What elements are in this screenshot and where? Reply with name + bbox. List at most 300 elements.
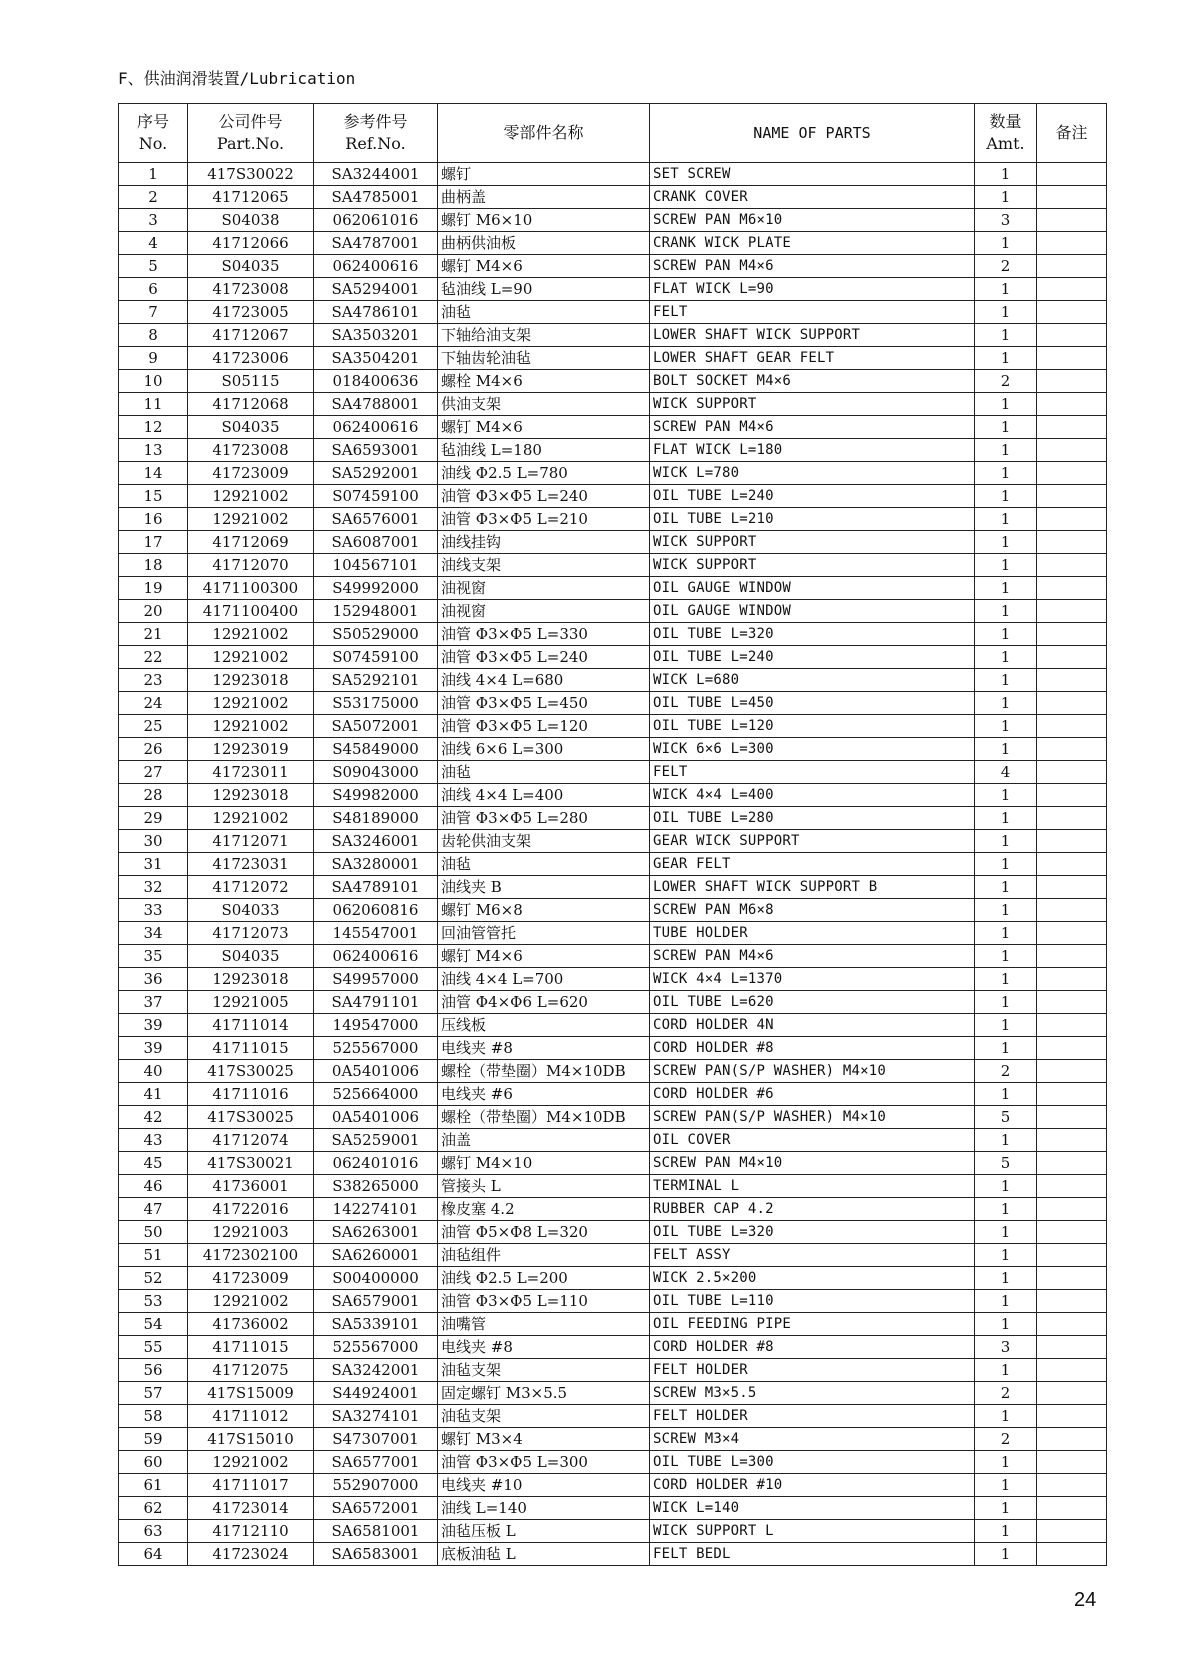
row-name-en: WICK 4×4 L=400 [650,784,975,807]
row-amt: 1 [975,531,1037,554]
row-part-no: 417S15010 [188,1428,314,1451]
row-no: 58 [119,1405,188,1428]
row-part-no: 12921002 [188,692,314,715]
row-no: 53 [119,1290,188,1313]
row-part-no: 417S30025 [188,1060,314,1083]
row-part-no: 41723009 [188,1267,314,1290]
row-name-en: FELT [650,301,975,324]
row-remark [1037,807,1107,830]
row-remark [1037,1106,1107,1129]
row-no: 17 [119,531,188,554]
row-name-en: OIL TUBE L=320 [650,1221,975,1244]
row-part-no: 12921002 [188,715,314,738]
row-name-en: WICK SUPPORT L [650,1520,975,1543]
row-name-cn: 油管 Φ3×Φ5 L=240 [438,485,650,508]
table-row [119,876,1107,899]
row-name-cn: 曲柄盖 [438,186,650,209]
row-remark [1037,945,1107,968]
row-part-no: 41712068 [188,393,314,416]
row-amt: 1 [975,1451,1037,1474]
row-ref-no: S50529000 [314,623,438,646]
row-name-en: FLAT WICK L=180 [650,439,975,462]
row-name-en: LOWER SHAFT WICK SUPPORT B [650,876,975,899]
row-name-en: SCREW PAN M4×6 [650,945,975,968]
row-amt: 1 [975,600,1037,623]
row-part-no: S05115 [188,370,314,393]
table-row [119,370,1107,393]
row-ref-no: SA6581001 [314,1520,438,1543]
row-amt: 1 [975,1221,1037,1244]
row-ref-no: SA4789101 [314,876,438,899]
row-ref-no: SA3503201 [314,324,438,347]
row-ref-no: 525664000 [314,1083,438,1106]
row-remark [1037,1405,1107,1428]
row-no: 36 [119,968,188,991]
row-amt: 1 [975,1405,1037,1428]
row-amt: 3 [975,1336,1037,1359]
row-remark [1037,1313,1107,1336]
row-remark [1037,416,1107,439]
row-part-no: 417S30025 [188,1106,314,1129]
table-row [119,1313,1107,1336]
row-part-no: 4172302100 [188,1244,314,1267]
row-name-en: OIL TUBE L=210 [650,508,975,531]
row-ref-no: SA4787001 [314,232,438,255]
row-name-cn: 下轴给油支架 [438,324,650,347]
row-part-no: 417S15009 [188,1382,314,1405]
row-name-en: WICK 6×6 L=300 [650,738,975,761]
row-ref-no: SA4791101 [314,991,438,1014]
header-name-cn: 零部件名称 [438,104,650,163]
row-no: 1 [119,163,188,186]
row-name-en: SCREW PAN M6×10 [650,209,975,232]
row-ref-no: SA4785001 [314,186,438,209]
row-name-en: OIL TUBE L=120 [650,715,975,738]
row-part-no: 41723031 [188,853,314,876]
row-name-en: CORD HOLDER #6 [650,1083,975,1106]
row-no: 8 [119,324,188,347]
row-amt: 1 [975,1497,1037,1520]
row-ref-no: S45849000 [314,738,438,761]
table-row [119,1244,1107,1267]
row-remark [1037,715,1107,738]
row-name-en: SCREW PAN M4×10 [650,1152,975,1175]
row-remark [1037,1083,1107,1106]
row-name-en: SCREW PAN M4×6 [650,255,975,278]
row-name-cn: 油盖 [438,1129,650,1152]
row-ref-no: SA6263001 [314,1221,438,1244]
row-name-en: LOWER SHAFT WICK SUPPORT [650,324,975,347]
header-no-en: No. [138,134,168,153]
row-no: 15 [119,485,188,508]
row-part-no: 41723011 [188,761,314,784]
table-row [119,692,1107,715]
row-part-no: 12921003 [188,1221,314,1244]
row-amt: 4 [975,761,1037,784]
row-remark [1037,301,1107,324]
row-no: 46 [119,1175,188,1198]
row-name-cn: 油视窗 [438,577,650,600]
row-amt: 1 [975,439,1037,462]
row-ref-no: 062401016 [314,1152,438,1175]
row-part-no: 41711017 [188,1474,314,1497]
row-amt: 1 [975,968,1037,991]
row-name-cn: 螺钉 M4×6 [438,416,650,439]
table-row [119,1129,1107,1152]
row-remark [1037,738,1107,761]
row-ref-no: SA3280001 [314,853,438,876]
row-name-cn: 电线夹 #10 [438,1474,650,1497]
row-name-cn: 回油管管托 [438,922,650,945]
row-part-no: 12921002 [188,1290,314,1313]
parts-table [118,103,1107,1566]
row-no: 26 [119,738,188,761]
header-name-en: NAME OF PARTS [650,104,975,163]
row-name-cn: 油管 Φ3×Φ5 L=450 [438,692,650,715]
row-ref-no: S38265000 [314,1175,438,1198]
row-part-no: 417S30021 [188,1152,314,1175]
row-no: 50 [119,1221,188,1244]
row-ref-no: SA3274101 [314,1405,438,1428]
row-part-no: S04038 [188,209,314,232]
row-remark [1037,1152,1107,1175]
row-amt: 1 [975,462,1037,485]
row-name-cn: 毡油线 L=90 [438,278,650,301]
table-row [119,738,1107,761]
row-ref-no: 0A5401006 [314,1106,438,1129]
row-name-en: OIL TUBE L=620 [650,991,975,1014]
row-amt: 1 [975,1175,1037,1198]
table-row [119,1543,1107,1566]
row-no: 47 [119,1198,188,1221]
row-amt: 1 [975,485,1037,508]
table-row [119,1382,1107,1405]
row-remark [1037,232,1107,255]
row-remark [1037,623,1107,646]
row-ref-no: 152948001 [314,600,438,623]
row-amt: 1 [975,186,1037,209]
row-remark [1037,1359,1107,1382]
table-row [119,1221,1107,1244]
row-remark [1037,508,1107,531]
row-remark [1037,991,1107,1014]
table-header-row [119,104,1107,163]
row-name-cn: 油管 Φ3×Φ5 L=210 [438,508,650,531]
row-amt: 1 [975,646,1037,669]
row-ref-no: 062400616 [314,945,438,968]
row-name-en: TERMINAL L [650,1175,975,1198]
row-remark [1037,1244,1107,1267]
row-name-en: WICK SUPPORT [650,554,975,577]
row-ref-no: 062400616 [314,416,438,439]
row-no: 64 [119,1543,188,1566]
row-part-no: 41712066 [188,232,314,255]
row-name-en: CRANK WICK PLATE [650,232,975,255]
row-no: 18 [119,554,188,577]
row-amt: 1 [975,163,1037,186]
row-name-cn: 油管 Φ3×Φ5 L=280 [438,807,650,830]
table-row [119,1060,1107,1083]
row-remark [1037,1451,1107,1474]
table-row [119,1428,1107,1451]
row-no: 39 [119,1014,188,1037]
row-part-no: 41712072 [188,876,314,899]
row-amt: 1 [975,416,1037,439]
table-row [119,462,1107,485]
row-part-no: 12921002 [188,508,314,531]
row-remark [1037,784,1107,807]
row-amt: 1 [975,945,1037,968]
row-ref-no: 525567000 [314,1336,438,1359]
table-row [119,922,1107,945]
table-row [119,853,1107,876]
row-name-cn: 电线夹 #6 [438,1083,650,1106]
row-ref-no: S00400000 [314,1267,438,1290]
row-amt: 1 [975,1543,1037,1566]
row-ref-no: SA5294001 [314,278,438,301]
row-name-en: OIL GAUGE WINDOW [650,577,975,600]
row-name-cn: 油毡 [438,853,650,876]
row-remark [1037,278,1107,301]
row-amt: 5 [975,1106,1037,1129]
row-name-cn: 油线 L=140 [438,1497,650,1520]
row-name-en: OIL TUBE L=240 [650,485,975,508]
row-name-cn: 螺钉 M4×6 [438,945,650,968]
row-name-en: OIL TUBE L=320 [650,623,975,646]
row-ref-no: SA6087001 [314,531,438,554]
row-remark [1037,1290,1107,1313]
row-amt: 2 [975,370,1037,393]
row-no: 16 [119,508,188,531]
row-no: 7 [119,301,188,324]
row-ref-no: SA4788001 [314,393,438,416]
row-part-no: 41722016 [188,1198,314,1221]
row-part-no: 41712071 [188,830,314,853]
row-name-en: FELT [650,761,975,784]
header-ref-no [314,104,438,163]
row-remark [1037,324,1107,347]
row-amt: 1 [975,1083,1037,1106]
row-ref-no: 149547000 [314,1014,438,1037]
row-ref-no: S53175000 [314,692,438,715]
row-amt: 1 [975,577,1037,600]
row-no: 30 [119,830,188,853]
row-part-no: 12923019 [188,738,314,761]
row-name-cn: 螺钉 [438,163,650,186]
row-name-cn: 油视窗 [438,600,650,623]
row-no: 24 [119,692,188,715]
row-remark [1037,1198,1107,1221]
row-part-no: 417S30022 [188,163,314,186]
row-amt: 1 [975,715,1037,738]
row-remark [1037,1014,1107,1037]
row-name-cn: 油毡组件 [438,1244,650,1267]
table-row [119,1451,1107,1474]
row-remark [1037,439,1107,462]
table-row [119,508,1107,531]
row-ref-no: 062060816 [314,899,438,922]
row-name-cn: 螺钉 M4×6 [438,255,650,278]
row-part-no: 12923018 [188,669,314,692]
row-name-en: OIL COVER [650,1129,975,1152]
row-no: 3 [119,209,188,232]
row-amt: 3 [975,209,1037,232]
row-ref-no: SA6579001 [314,1290,438,1313]
row-no: 23 [119,669,188,692]
row-part-no: 41712065 [188,186,314,209]
table-row [119,577,1107,600]
row-no: 56 [119,1359,188,1382]
row-name-cn: 油管 Φ3×Φ5 L=120 [438,715,650,738]
table-row [119,1175,1107,1198]
table-row [119,485,1107,508]
page-title: F、供油润滑装置/Lubrication [118,69,356,88]
row-part-no: 12923018 [188,968,314,991]
row-ref-no: SA3504201 [314,347,438,370]
row-remark [1037,1382,1107,1405]
row-amt: 1 [975,899,1037,922]
row-no: 37 [119,991,188,1014]
row-name-cn: 螺钉 M3×4 [438,1428,650,1451]
row-name-en: WICK 2.5×200 [650,1267,975,1290]
row-name-en: CORD HOLDER #10 [650,1474,975,1497]
row-name-cn: 油线夹 B [438,876,650,899]
row-remark [1037,1428,1107,1451]
row-remark [1037,1520,1107,1543]
row-name-cn: 供油支架 [438,393,650,416]
row-name-cn: 油管 Φ5×Φ8 L=320 [438,1221,650,1244]
row-remark [1037,577,1107,600]
row-name-en: RUBBER CAP 4.2 [650,1198,975,1221]
row-amt: 5 [975,1152,1037,1175]
table-row [119,784,1107,807]
row-name-cn: 螺栓（带垫圈）M4×10DB [438,1106,650,1129]
row-amt: 2 [975,1382,1037,1405]
row-no: 9 [119,347,188,370]
row-no: 31 [119,853,188,876]
header-part-no-cn: 公司件号 [218,112,283,131]
row-ref-no: SA5072001 [314,715,438,738]
row-part-no: 41723006 [188,347,314,370]
row-name-en: OIL TUBE L=240 [650,646,975,669]
row-part-no: S04033 [188,899,314,922]
row-part-no: 41723014 [188,1497,314,1520]
row-no: 62 [119,1497,188,1520]
table-row [119,1359,1107,1382]
row-no: 5 [119,255,188,278]
header-ref-no-en: Ref.No. [345,134,406,153]
row-remark [1037,968,1107,991]
row-name-en: WICK 4×4 L=1370 [650,968,975,991]
row-remark [1037,1060,1107,1083]
row-name-en: FELT ASSY [650,1244,975,1267]
table-row [119,761,1107,784]
row-ref-no: SA5292101 [314,669,438,692]
row-name-cn: 油管 Φ3×Φ5 L=110 [438,1290,650,1313]
row-part-no: 41723008 [188,278,314,301]
row-name-en: LOWER SHAFT GEAR FELT [650,347,975,370]
row-part-no: 41711016 [188,1083,314,1106]
row-name-cn: 橡皮塞 4.2 [438,1198,650,1221]
row-remark [1037,692,1107,715]
row-remark [1037,761,1107,784]
row-name-cn: 螺栓 M4×6 [438,370,650,393]
row-no: 19 [119,577,188,600]
row-amt: 1 [975,301,1037,324]
row-ref-no: S09043000 [314,761,438,784]
row-remark [1037,600,1107,623]
row-ref-no: 142274101 [314,1198,438,1221]
row-amt: 2 [975,255,1037,278]
row-name-en: CRANK COVER [650,186,975,209]
row-no: 39 [119,1037,188,1060]
row-part-no: 41723005 [188,301,314,324]
row-ref-no: S49992000 [314,577,438,600]
table-row [119,807,1107,830]
row-remark [1037,485,1107,508]
row-name-en: WICK L=780 [650,462,975,485]
header-part-no-en: Part.No. [216,134,285,153]
row-amt: 1 [975,1290,1037,1313]
table-row [119,1405,1107,1428]
table-row [119,163,1107,186]
row-amt: 1 [975,853,1037,876]
table-row [119,1474,1107,1497]
row-name-cn: 螺钉 M6×8 [438,899,650,922]
row-name-cn: 油线 4×4 L=400 [438,784,650,807]
row-ref-no: SA6260001 [314,1244,438,1267]
row-ref-no: S47307001 [314,1428,438,1451]
row-no: 54 [119,1313,188,1336]
row-name-en: OIL TUBE L=280 [650,807,975,830]
row-remark [1037,554,1107,577]
row-name-cn: 油毡 [438,761,650,784]
row-part-no: 41736001 [188,1175,314,1198]
row-no: 52 [119,1267,188,1290]
row-no: 51 [119,1244,188,1267]
row-no: 40 [119,1060,188,1083]
row-name-cn: 螺钉 M6×10 [438,209,650,232]
row-name-cn: 固定螺钉 M3×5.5 [438,1382,650,1405]
table-row [119,623,1107,646]
row-amt: 1 [975,1198,1037,1221]
row-name-en: SCREW PAN(S/P WASHER) M4×10 [650,1106,975,1129]
table-row [119,301,1107,324]
table-row [119,232,1107,255]
row-part-no: 41711012 [188,1405,314,1428]
row-remark [1037,1543,1107,1566]
row-no: 61 [119,1474,188,1497]
row-no: 14 [119,462,188,485]
row-remark [1037,209,1107,232]
row-ref-no: 062061016 [314,209,438,232]
row-remark [1037,186,1107,209]
row-no: 34 [119,922,188,945]
row-ref-no: SA6577001 [314,1451,438,1474]
row-part-no: 12923018 [188,784,314,807]
row-amt: 1 [975,1313,1037,1336]
row-name-en: WICK SUPPORT [650,531,975,554]
table-row [119,830,1107,853]
table-row [119,600,1107,623]
row-part-no: 12921005 [188,991,314,1014]
row-name-cn: 油线 4×4 L=680 [438,669,650,692]
table-row [119,531,1107,554]
row-amt: 1 [975,1359,1037,1382]
row-amt: 2 [975,1428,1037,1451]
row-no: 4 [119,232,188,255]
table-row [119,1336,1107,1359]
